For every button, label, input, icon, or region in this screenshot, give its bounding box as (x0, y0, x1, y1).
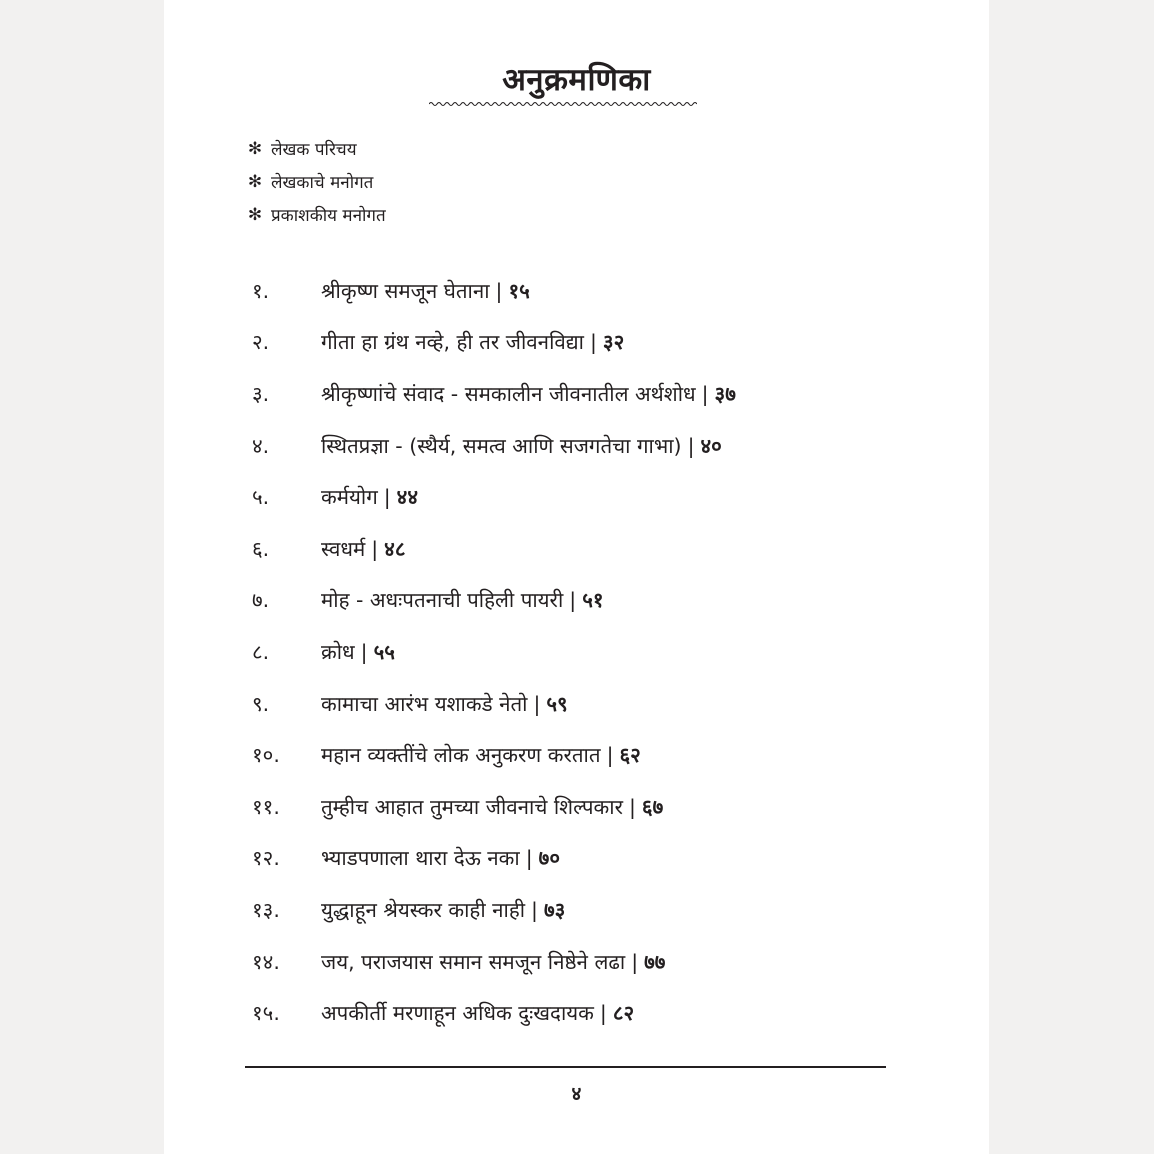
chapter-title: श्रीकृष्ण समजून घेताना (321, 278, 490, 303)
separator: | (531, 897, 538, 922)
chapter-title: कर्मयोग (321, 485, 378, 510)
prelim-label: लेखकाचे मनोगत (271, 173, 374, 193)
toc-entry (252, 987, 736, 1039)
toc-entry (252, 626, 736, 678)
separator: | (606, 743, 614, 768)
toc-entry (252, 781, 736, 833)
chapter-title: तुम्हीच आहात तुमच्या जीवनाचे शिल्पकार (321, 794, 623, 819)
chapter-number: १. (252, 278, 270, 303)
chapter-page-number: ५५ (373, 639, 395, 664)
separator: | (360, 639, 368, 664)
chapter-number: १४. (252, 949, 280, 974)
chapter-number: ३. (252, 381, 270, 406)
chapter-page-number: ४० (700, 433, 722, 458)
table-of-contents (252, 265, 736, 1039)
toc-entry (252, 884, 736, 936)
chapter-title: कामाचा आरंभ यशाकडे नेतो (321, 691, 528, 716)
chapter-title: स्वधर्म (321, 536, 366, 561)
chapter-page-number: ७३ (543, 897, 566, 922)
chapter-title: महान व्यक्तींचे लोक अनुकरण करतात (321, 743, 601, 768)
separator: | (629, 794, 636, 819)
chapter-number: ५. (252, 485, 270, 510)
chapter-page-number: १५ (508, 278, 530, 303)
toc-entry (252, 678, 736, 730)
separator: | (371, 536, 379, 561)
toc-entry (252, 729, 736, 781)
separator: | (495, 278, 503, 303)
wavy-underline-ornament (429, 100, 697, 108)
asterisk-bullet-icon: ✻ (247, 138, 263, 159)
chapter-page-number: ७० (538, 846, 560, 871)
chapter-title: भ्याडपणाला थारा देऊ नका (321, 846, 520, 871)
toc-entry (252, 575, 736, 627)
chapter-title: स्थितप्रज्ञा - (स्थैर्य, समत्व आणि सजगतेचा गाभा) (321, 433, 682, 458)
toc-entry (252, 523, 736, 575)
chapter-page-number: ३२ (602, 330, 625, 355)
separator: | (533, 691, 541, 716)
chapter-page-number: ६२ (619, 743, 641, 768)
chapter-number: २. (252, 330, 270, 355)
toc-entry (252, 317, 736, 369)
chapter-title: गीता हा ग्रंथ नव्हे, ही तर जीवनविद्या (321, 330, 584, 355)
page-number: ४ (571, 1083, 582, 1105)
prelim-label: प्रकाशकीय मनोगत (271, 206, 386, 226)
asterisk-bullet-icon: ✻ (247, 204, 263, 225)
chapter-page-number: ७७ (644, 949, 666, 974)
prelim-item-author-intro (247, 132, 386, 165)
toc-entry (252, 833, 736, 885)
chapter-title: मोह - अधःपतनाची पहिली पायरी (321, 588, 564, 613)
book-page (164, 0, 989, 1154)
separator: | (701, 381, 709, 406)
separator: | (383, 485, 391, 510)
separator: | (687, 433, 695, 458)
preliminary-sections-list (247, 132, 386, 231)
separator: | (569, 588, 577, 613)
chapter-title: अपकीर्ती मरणाहून अधिक दुःखदायक (321, 1001, 594, 1026)
chapter-number: ११. (252, 794, 280, 819)
chapter-page-number: ६७ (641, 794, 664, 819)
chapter-title: जय, पराजयास समान समजून निष्ठेने लढा (321, 949, 626, 974)
toc-entry (252, 471, 736, 523)
chapter-number: ९. (252, 691, 270, 716)
toc-entry (252, 265, 736, 317)
separator: | (590, 330, 597, 355)
chapter-number: १२. (252, 846, 280, 871)
chapter-number: ८. (252, 639, 270, 664)
toc-entry (252, 936, 736, 988)
chapter-page-number: ४८ (384, 536, 406, 561)
chapter-title: क्रोध (321, 639, 355, 664)
prelim-label: लेखक परिचय (271, 140, 357, 160)
separator: | (599, 1001, 607, 1026)
prelim-item-author-note (247, 165, 386, 198)
toc-entry (252, 420, 736, 472)
separator: | (631, 949, 639, 974)
chapter-title: श्रीकृष्णांचे संवाद - समकालीन जीवनातील अर्थशोध (321, 381, 696, 406)
separator: | (525, 846, 533, 871)
prelim-item-publisher-note (247, 198, 386, 231)
asterisk-bullet-icon: ✻ (247, 171, 263, 192)
chapter-number: १३. (252, 897, 280, 922)
chapter-number: १५. (252, 1001, 280, 1026)
chapter-number: ४. (252, 433, 270, 458)
chapter-page-number: ८२ (612, 1001, 635, 1026)
footer-divider (245, 1066, 886, 1068)
chapter-page-number: ५१ (582, 588, 604, 613)
chapter-page-number: ४४ (396, 485, 418, 510)
page-title: अनुक्रमणिका (502, 62, 651, 98)
chapter-title: युद्धाहून श्रेयस्कर काही नाही (321, 897, 526, 922)
chapter-page-number: ५९ (546, 691, 568, 716)
chapter-number: ६. (252, 536, 270, 561)
chapter-number: १०. (252, 743, 280, 768)
toc-entry (252, 368, 736, 420)
chapter-number: ७. (252, 588, 270, 613)
chapter-page-number: ३७ (714, 381, 736, 406)
